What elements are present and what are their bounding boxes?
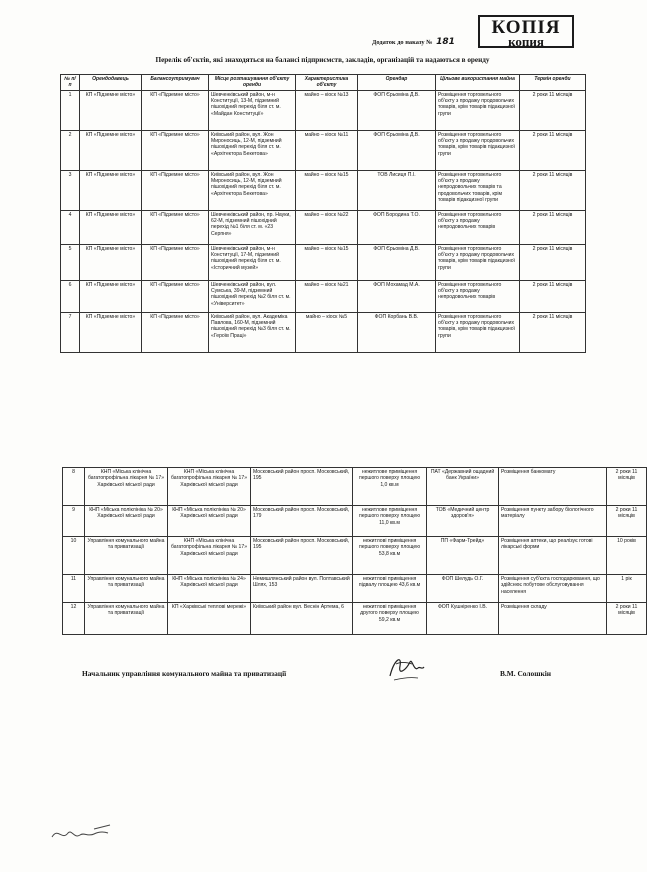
cell-tenant: ТОВ Лисиця П.І. bbox=[358, 170, 436, 210]
cell-location: Шевченківський район, пр. Науки, 62-М, підземний пішохідний перехід №1 біля ст. м. «23 Серпня» bbox=[209, 210, 296, 244]
table-row bbox=[61, 312, 586, 352]
cell-lessor: КП «Підземне місто» bbox=[80, 244, 142, 280]
table-row bbox=[61, 130, 586, 170]
cell-intended-use: Розміщення торговельного об'єкту з продажу непродовольчих товарів bbox=[436, 280, 520, 312]
cell-intended-use: Розміщення пункту забору біологічного матеріалу bbox=[499, 506, 607, 537]
cell-row-number: 10 bbox=[63, 537, 85, 575]
cell-tenant: ПП «Фарм-Трейд» bbox=[427, 537, 499, 575]
cell-lease-term: 2 роки 11 місяців bbox=[520, 312, 586, 352]
cell-location: Київський район вул. Веснін Артема, 6 bbox=[251, 603, 353, 635]
cell-lessor: КП «Підземне місто» bbox=[80, 312, 142, 352]
cell-row-number: 5 bbox=[61, 244, 80, 280]
document-title: Перелік об'єктів, які знаходяться на балансі підприємств, закладів, організацій та надаються в оренду bbox=[155, 56, 490, 64]
cell-object-description: нежитлове приміщення першого поверху площею 1,0 кв.м bbox=[353, 468, 427, 506]
cell-object-description: майно – кіоск №22 bbox=[296, 210, 358, 244]
cell-object-description: майно – кіоск №5 bbox=[296, 312, 358, 352]
column-header-tenant: Орендар bbox=[358, 75, 436, 91]
cell-tenant: ФОП Мохамад М.А. bbox=[358, 280, 436, 312]
cell-row-number: 8 bbox=[63, 468, 85, 506]
table-row bbox=[63, 603, 647, 635]
table-row bbox=[61, 244, 586, 280]
cell-intended-use: Розміщення аптеки, що реалізує готові лікарські форми bbox=[499, 537, 607, 575]
cell-lease-term: 2 роки 11 місяців bbox=[607, 603, 647, 635]
cell-object-description: нежитлове приміщення першого поверху площею 11,0 кв.м bbox=[353, 506, 427, 537]
cell-object-description: майно – кіоск №11 bbox=[296, 130, 358, 170]
cell-intended-use: Розміщення торговельного об'єкту з продажу продовольчих товарів, крім товарів підакцизної групи bbox=[436, 90, 520, 130]
cell-location: Київський район, вул. Жон Мироносиць, 12-М, підземний пішохідний перехід біля ст. м. «Архітектора Бекетова» bbox=[209, 170, 296, 210]
cell-intended-use: Розміщення торговельного об'єкту з продажу непродовольчих товарів bbox=[436, 210, 520, 244]
cell-location: Шевченківський район, м-н Конституції, 17-М, підземний пішохідний перехід біля ст. м. «Історичний музей» bbox=[209, 244, 296, 280]
cell-lessor: КП «Підземне місто» bbox=[80, 280, 142, 312]
cell-row-number: 11 bbox=[63, 575, 85, 603]
cell-lease-term: 2 роки 11 місяців bbox=[520, 170, 586, 210]
cell-intended-use: Розміщення торговельного об'єкту з продажу продовольчих товарів, крім товарів підакцизної групи bbox=[436, 130, 520, 170]
cell-lease-term: 2 роки 11 місяців bbox=[520, 210, 586, 244]
cell-location: Шевченківський район, вул. Сумська, 39-М, підземний пішохідний перехід №2 біля ст. м. «Університет» bbox=[209, 280, 296, 312]
cell-lessor: КП «Підземне місто» bbox=[80, 130, 142, 170]
column-header-lessor: Орендодавець bbox=[80, 75, 142, 91]
table-header-row bbox=[61, 75, 586, 91]
cell-lessor: Управління комунального майна та приватизації bbox=[85, 537, 168, 575]
cell-row-number: 4 bbox=[61, 210, 80, 244]
table-row bbox=[61, 210, 586, 244]
cell-location: Немишлянський район вул. Полтавський Шлях, 153 bbox=[251, 575, 353, 603]
addendum-label: Додаток до наказу № bbox=[372, 39, 433, 46]
cell-object-description: нежитлові приміщення підвалу площею 43,6 кв.м bbox=[353, 575, 427, 603]
cell-row-number: 7 bbox=[61, 312, 80, 352]
cell-balance-holder: КНП «Міська поліклініка № 20» Харківської міської ради bbox=[168, 506, 251, 537]
cell-lessor: Управління комунального майна та приватизації bbox=[85, 575, 168, 603]
cell-object-description: майно – кіоск №15 bbox=[296, 244, 358, 280]
cell-object-description: майно – кіоск №15 bbox=[296, 170, 358, 210]
cell-lease-term: 2 роки 11 місяців bbox=[607, 468, 647, 506]
addendum-reference bbox=[372, 37, 455, 47]
cell-intended-use: Розміщення торговельного об'єкту з продажу непродовольчих товарів та продовольчих товарів, крім товарів підакцизної групи bbox=[436, 170, 520, 210]
table-row bbox=[63, 468, 647, 506]
cell-intended-use: Розміщення складу bbox=[499, 603, 607, 635]
cell-object-description: майно – кіоск №21 bbox=[296, 280, 358, 312]
table-row bbox=[61, 280, 586, 312]
cell-balance-holder: КП «Підземне місто» bbox=[142, 312, 209, 352]
cell-balance-holder: КП «Підземне місто» bbox=[142, 130, 209, 170]
table-row bbox=[61, 170, 586, 210]
cell-lease-term: 10 років bbox=[607, 537, 647, 575]
cell-intended-use: Розміщення суб'єкта господарювання, що здійснює побутове обслуговування населення bbox=[499, 575, 607, 603]
cell-balance-holder: КП «Підземне місто» bbox=[142, 90, 209, 130]
cell-balance-holder: КП «Підземне місто» bbox=[142, 280, 209, 312]
stamp-line-2: копия bbox=[508, 34, 544, 49]
cell-intended-use: Розміщення торговельного об'єкту з продажу продовольчих товарів, крім товарів підакцизної групи bbox=[436, 244, 520, 280]
cell-intended-use: Розміщення торговельного об'єкту з продажу продовольчих товарів, крім товарів підакцизної групи bbox=[436, 312, 520, 352]
copy-stamp bbox=[478, 15, 574, 48]
cell-lessor: КП «Підземне місто» bbox=[80, 170, 142, 210]
cell-lessor: Управління комунального майна та приватизації bbox=[85, 603, 168, 635]
cell-tenant: ПАТ «Державний ощадний банк України» bbox=[427, 468, 499, 506]
table-row bbox=[61, 90, 586, 130]
cell-tenant: ФОП Єрьоміна Д.В. bbox=[358, 244, 436, 280]
cell-location: Київський район, вул. Академіка Павлова, 160-М, підземний пішохідний перехід №3 біля ст. м. «Героїв Праці» bbox=[209, 312, 296, 352]
column-header-balance-holder: Балансоутримувач bbox=[142, 75, 209, 91]
cell-lease-term: 2 роки 11 місяців bbox=[520, 90, 586, 130]
table-row bbox=[63, 575, 647, 603]
cell-tenant: ФОП Шелудь О.Г. bbox=[427, 575, 499, 603]
cell-row-number: 2 bbox=[61, 130, 80, 170]
cell-lease-term: 1 рік bbox=[607, 575, 647, 603]
cell-row-number: 6 bbox=[61, 280, 80, 312]
cell-row-number: 1 bbox=[61, 90, 80, 130]
cell-row-number: 9 bbox=[63, 506, 85, 537]
cell-tenant: ФОП Єрьоміна Д.В. bbox=[358, 130, 436, 170]
cell-balance-holder: КП «Харківські теплові мережі» bbox=[168, 603, 251, 635]
cell-balance-holder: КНП «Міська поліклініка № 24» Харківської міської ради bbox=[168, 575, 251, 603]
cell-balance-holder: КП «Підземне місто» bbox=[142, 170, 209, 210]
cell-tenant: ФОП Кушніренко І.В. bbox=[427, 603, 499, 635]
cell-lessor: КНП «Міська поліклініка № 20» Харківської міської ради bbox=[85, 506, 168, 537]
cell-location: Московський район просп. Московський, 195 bbox=[251, 537, 353, 575]
table-row bbox=[63, 537, 647, 575]
cell-object-description: майно – кіоск №13 bbox=[296, 90, 358, 130]
cell-location: Шевченківський район, м-н Конституції, 13-М, підземний пішохідний перехід біля ст. м. «Майдан Конституції» bbox=[209, 90, 296, 130]
cell-tenant: ФОП Бородина Т.О. bbox=[358, 210, 436, 244]
column-header-row-number: № п/п bbox=[61, 75, 80, 91]
column-header-lease-term: Термін оренди bbox=[520, 75, 586, 91]
cell-row-number: 3 bbox=[61, 170, 80, 210]
cell-balance-holder: КНП «Міська клінічна багатопрофільна лікарня № 17» Харківської міської ради bbox=[168, 537, 251, 575]
cell-balance-holder: КП «Підземне місто» bbox=[142, 210, 209, 244]
cell-tenant: ФОП Корбань В.В. bbox=[358, 312, 436, 352]
signature-image bbox=[384, 650, 428, 689]
cell-tenant: ТОВ «Медичний центр здоров'я» bbox=[427, 506, 499, 537]
cell-object-description: нежитлові приміщення другого поверху площею 59,2 кв.м bbox=[353, 603, 427, 635]
cell-intended-use: Розміщення банкомату bbox=[499, 468, 607, 506]
cell-object-description: нежитлові приміщення першого поверху площею 53,8 кв.м bbox=[353, 537, 427, 575]
cell-row-number: 12 bbox=[63, 603, 85, 635]
margin-signature bbox=[48, 823, 118, 850]
table-row bbox=[63, 506, 647, 537]
cell-lessor: КП «Підземне місто» bbox=[80, 210, 142, 244]
cell-lease-term: 2 роки 11 місяців bbox=[520, 130, 586, 170]
objects-table-part-2 bbox=[62, 467, 647, 635]
objects-table-part-1 bbox=[60, 74, 586, 353]
cell-location: Московський район просп. Московський, 195 bbox=[251, 468, 353, 506]
cell-location: Київський район, вул. Жон Мироносиць, 12-М, підземний пішохідний перехід біля ст. м. «Архітектора Бекетова» bbox=[209, 130, 296, 170]
cell-lease-term: 2 роки 11 місяців bbox=[520, 244, 586, 280]
cell-lease-term: 2 роки 11 місяців bbox=[520, 280, 586, 312]
column-header-object-description: Характеристика об'єкту bbox=[296, 75, 358, 91]
cell-balance-holder: КНП «Міська клінічна багатопрофільна лікарня № 17» Харківської міської ради bbox=[168, 468, 251, 506]
column-header-intended-use: Цільове використання майна bbox=[436, 75, 520, 91]
cell-balance-holder: КП «Підземне місто» bbox=[142, 244, 209, 280]
cell-location: Московський район просп. Московський, 179 bbox=[251, 506, 353, 537]
signatory-position: Начальник управління комунального майна та приватизації bbox=[82, 669, 287, 678]
signatory-name: В.М. Солошкін bbox=[500, 669, 552, 678]
cell-lessor: КП «Підземне місто» bbox=[80, 90, 142, 130]
cell-tenant: ФОП Єрьоміна Д.В. bbox=[358, 90, 436, 130]
addendum-number: 181 bbox=[436, 37, 455, 47]
stamp-line-1: КОПІЯ bbox=[491, 17, 561, 38]
cell-lease-term: 2 роки 11 місяців bbox=[607, 506, 647, 537]
column-header-location: Місце розташування об'єкту оренди bbox=[209, 75, 296, 91]
cell-lessor: КНП «Міська клінічна багатопрофільна лікарня № 17» Харківської міської ради bbox=[85, 468, 168, 506]
